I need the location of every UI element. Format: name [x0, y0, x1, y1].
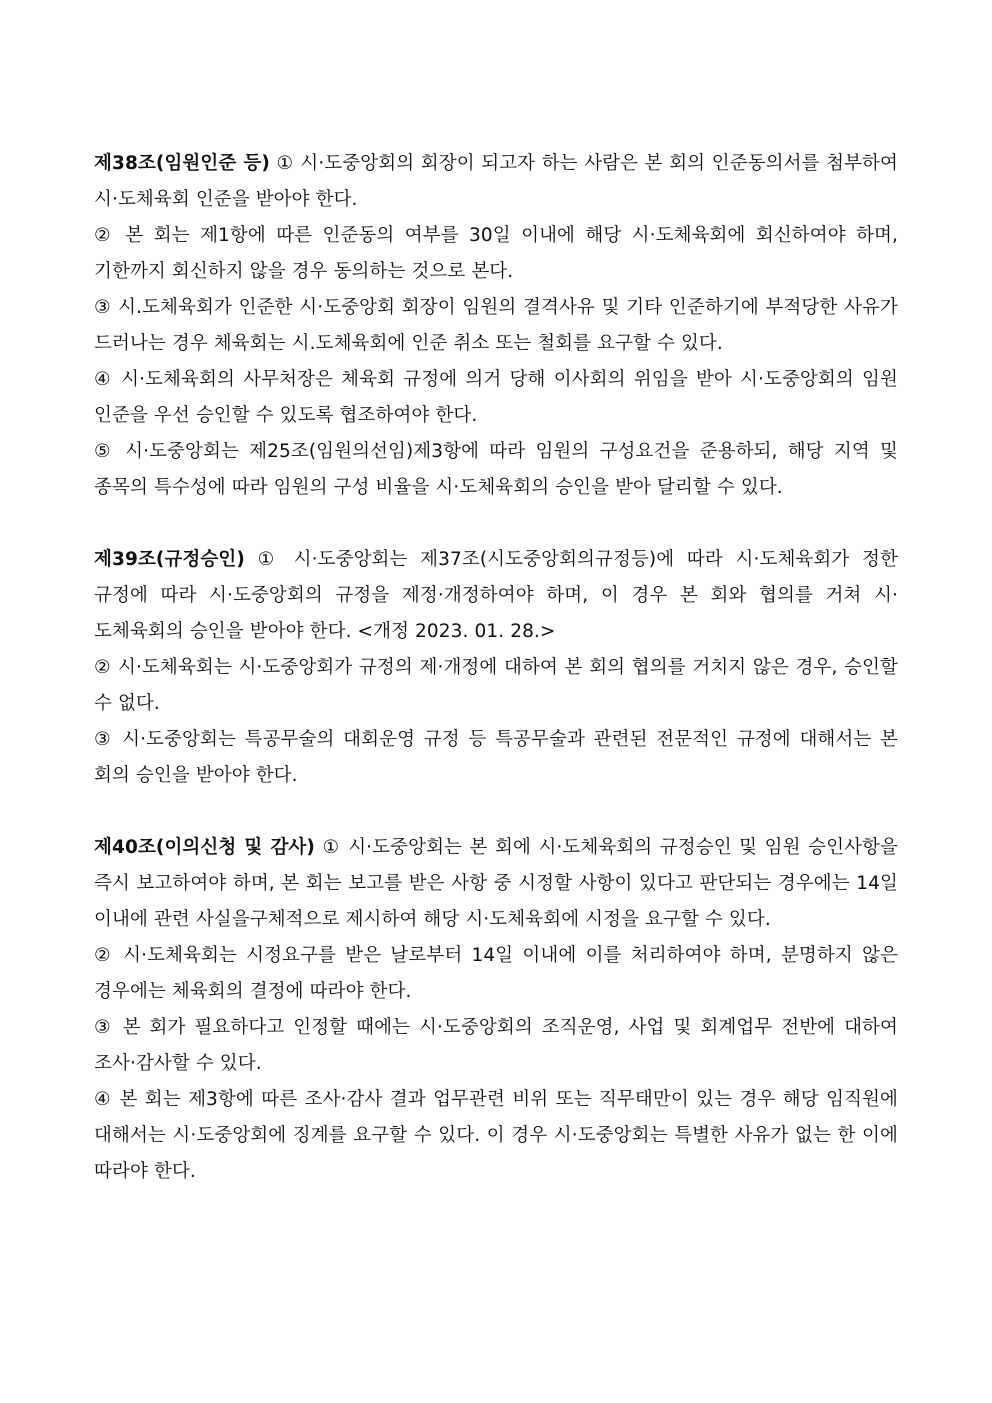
article-39-paragraph-2: ② 시·도체육회는 시·도중앙회가 규정의 제·개정에 대하여 본 회의 협의를 거치지 않은 경우, 승인할 수 없다. [94, 657, 898, 714]
article-39-heading: 제39조(규정승인) [94, 549, 245, 570]
article-39-paragraph-1 [94, 542, 898, 650]
article-38-paragraph-2: ② 본 회는 제1항에 따른 인준동의 여부를 30일 이내에 해당 시·도체육회에 회신하여야 하며, 기한까지 회신하지 않을 경우 동의하는 것으로 본다. [94, 225, 898, 282]
article-40-paragraph-1 [94, 830, 898, 938]
article-38-paragraph-3: ③ 시.도체육회가 인준한 시·도중앙회 회장이 임원의 결격사유 및 기타 인준하기에 부적당한 사유가 드러나는 경우 체육회는 시.도체육회에 인준 취소 또는 철회를 요구할 수 있다. [94, 297, 898, 354]
article-40-paragraph-1-text: ① 시·도중앙회는 본 회에 시·도체육회의 규정승인 및 임원 승인사항을 즉시 보고하여야 하며, 본 회는 보고를 받은 사항 중 시정할 사항이 있다고 판단되는 경우에는 14일 이내에 관련 사실을구체적으로 제시하여 해당 시·도체육회에 시정을 요구할 수 있다. [94, 837, 898, 930]
document-page [94, 146, 898, 1226]
article-38-heading: 제38조(임원인준 등) [94, 153, 270, 174]
article-38-paragraph-5: ⑤ 시·도중앙회는 제25조(임원의선임)제3항에 따라 임원의 구성요건을 준용하되, 해당 지역 및 종목의 특수성에 따라 임원의 구성 비율을 시·도체육회의 승인을 받아 달리할 수 있다. [94, 441, 898, 498]
article-40-paragraph-2: ② 시·도체육회는 시정요구를 받은 날로부터 14일 이내에 이를 처리하여야 하며, 분명하지 않은 경우에는 체육회의 결정에 따라야 한다. [94, 945, 898, 1002]
article-39-paragraph-3: ③ 시·도중앙회는 특공무술의 대회운영 규정 등 특공무술과 관련된 전문적인 규정에 대해서는 본 회의 승인을 받아야 한다. [94, 729, 898, 786]
article-39-paragraph-1-text: ① 시·도중앙회는 제37조(시도중앙회의규정등)에 따라 시·도체육회가 정한 규정에 따라 시·도중앙회의 규정을 제정·개정하여야 하며, 이 경우 본 회와 협의를 거쳐 시·도체육회의 승인을 받아야 한다. <개정 2023. 01. 28.> [94, 549, 898, 642]
article-40-heading: 제40조(이의신청 및 감사) [94, 837, 315, 858]
article-38 [94, 146, 898, 506]
article-40 [94, 830, 898, 1190]
article-38-paragraph-1-text: ① 시·도중앙회의 회장이 되고자 하는 사람은 본 회의 인준동의서를 첨부하여 시·도체육회 인준을 받아야 한다. [94, 153, 898, 210]
article-40-paragraph-3: ③ 본 회가 필요하다고 인정할 때에는 시·도중앙회의 조직운영, 사업 및 회계업무 전반에 대하여 조사·감사할 수 있다. [94, 1017, 898, 1074]
article-39 [94, 542, 898, 794]
article-38-paragraph-4: ④ 시·도체육회의 사무처장은 체육회 규정에 의거 당해 이사회의 위임을 받아 시·도중앙회의 임원 인준을 우선 승인할 수 있도록 협조하여야 한다. [94, 369, 898, 426]
article-40-paragraph-4: ④ 본 회는 제3항에 따른 조사·감사 결과 업무관련 비위 또는 직무태만이 있는 경우 해당 임직원에 대해서는 시·도중앙회에 징계를 요구할 수 있다. 이 경우 시·도중앙회는 특별한 사유가 없는 한 이에 따라야 한다. [94, 1089, 898, 1182]
article-38-paragraph-1 [94, 146, 898, 218]
